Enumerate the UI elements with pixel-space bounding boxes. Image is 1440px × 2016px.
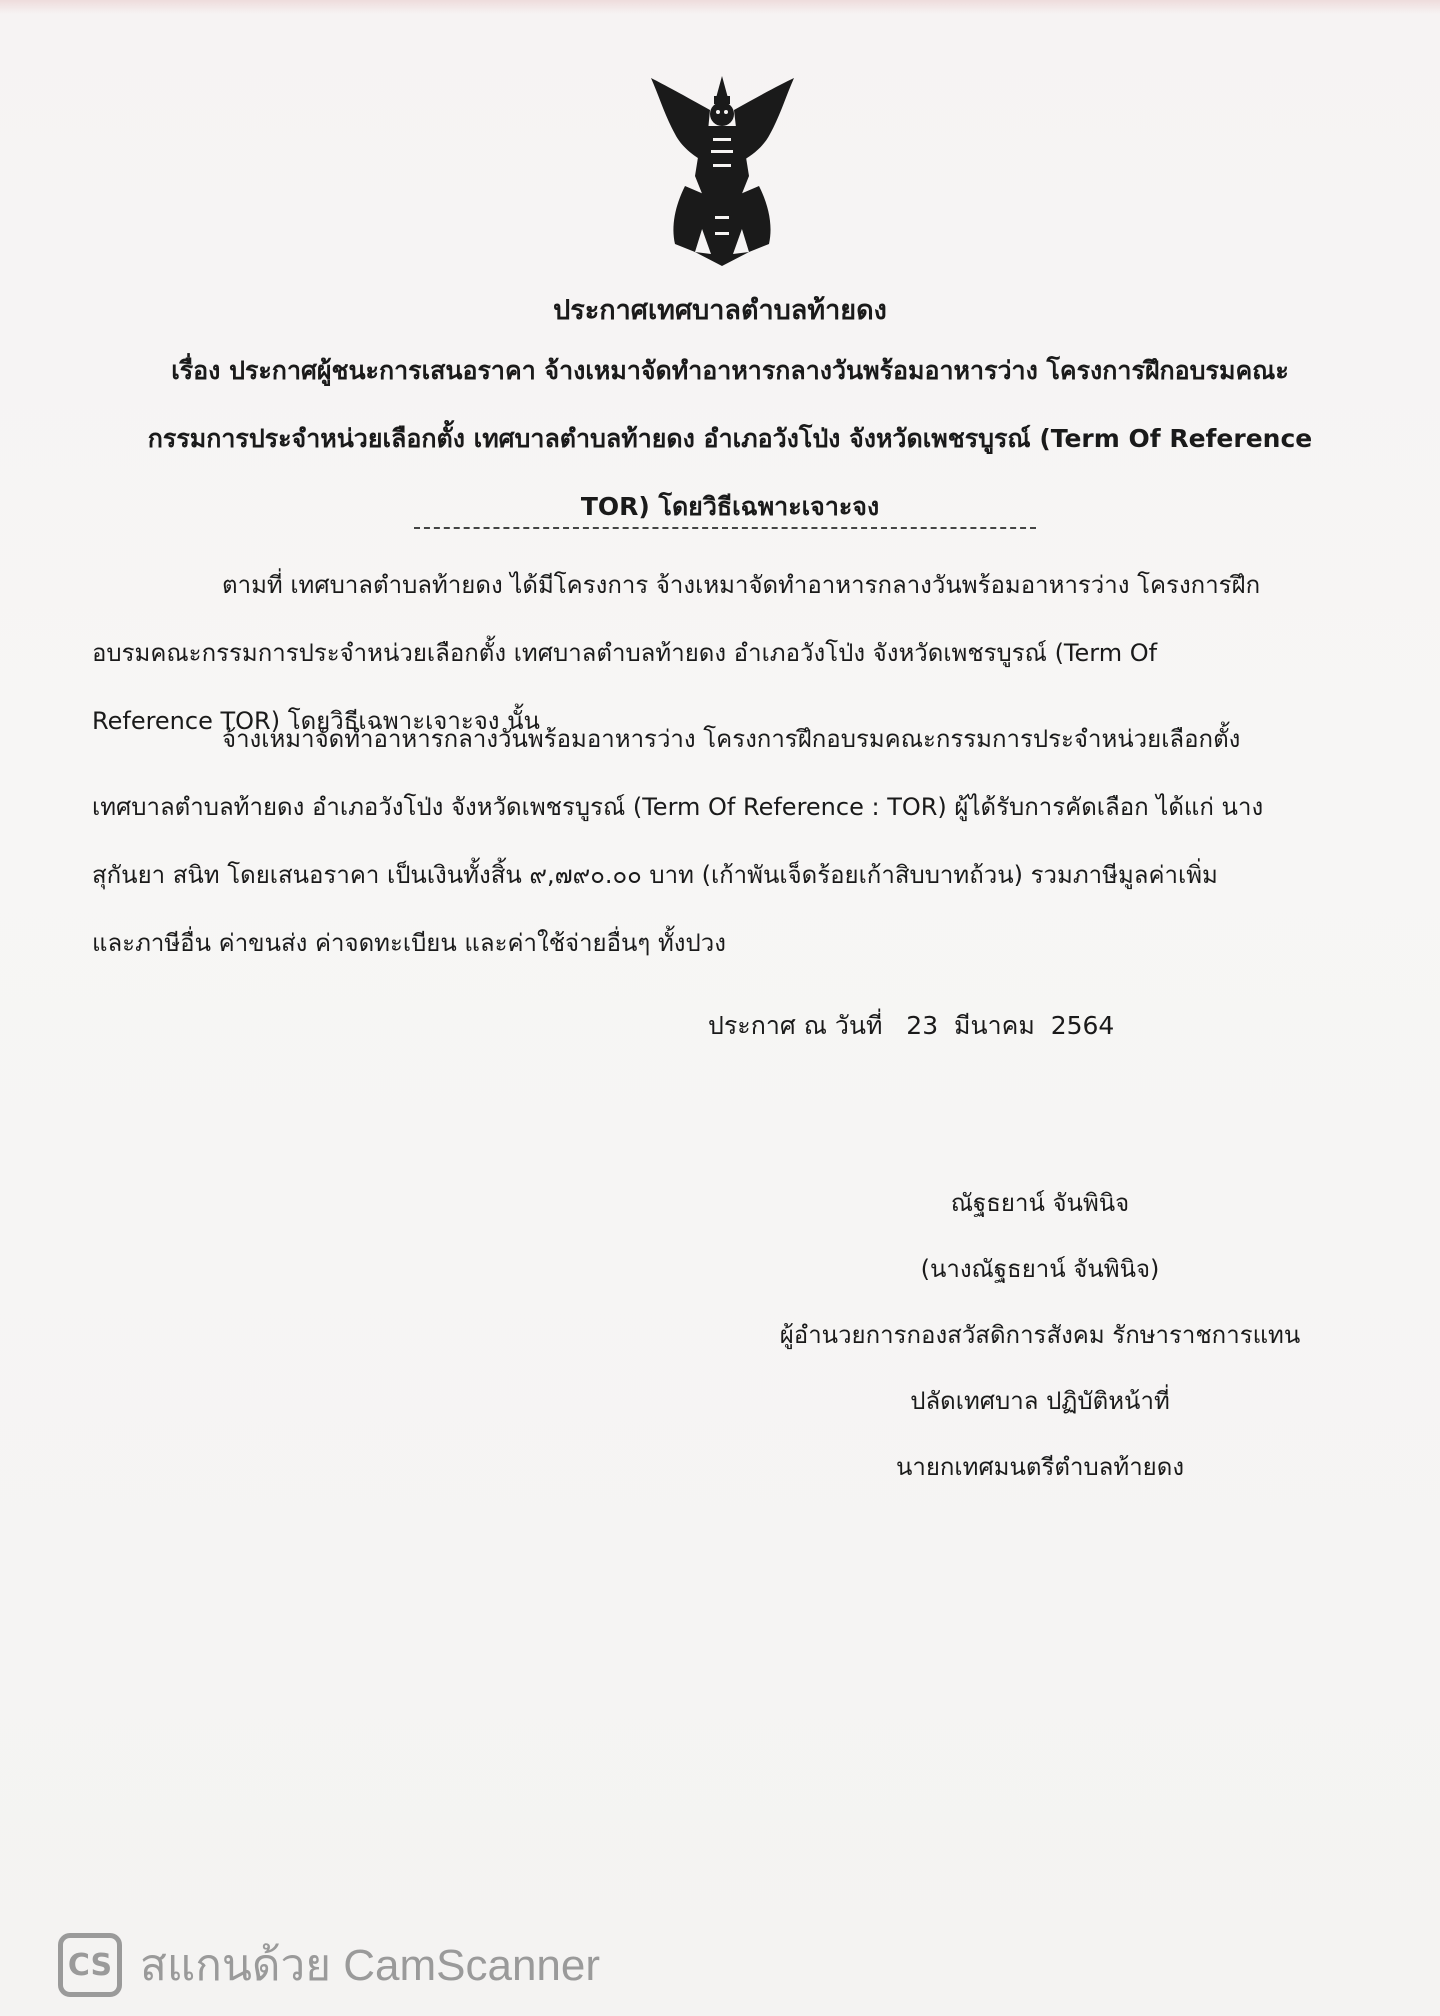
- camscanner-logo-icon: CS: [58, 1933, 122, 1997]
- paragraph-2: [92, 705, 1382, 977]
- signature-block: [690, 1170, 1390, 1500]
- subject-line-3: TOR) โดยวิธีเฉพาะเจาะจง: [580, 492, 880, 521]
- signature-position-2: ปลัดเทศบาล ปฏิบัติหน้าที่: [910, 1387, 1170, 1415]
- garuda-emblem-icon: [645, 76, 800, 266]
- camscanner-watermark: [58, 1930, 600, 2000]
- subject-line-1: เรื่อง ประกาศผู้ชนะการเสนอราคา จ้างเหมาจัดทำอาหารกลางวันพร้อมอาหารว่าง โครงการฝึกอบรมคณะ: [171, 356, 1289, 385]
- paragraph-2-line-1: จ้างเหมาจัดทำอาหารกลางวันพร้อมอาหารว่าง โครงการฝึกอบรมคณะกรรมการประจำหน่วยเลือกตั้ง: [222, 725, 1241, 753]
- subject-block: [110, 337, 1350, 541]
- paragraph-1-line-2: อบรมคณะกรรมการประจำหน่วยเลือกตั้ง เทศบาลตำบลท้ายดง อำเภอวังโป่ง จังหวัดเพชรบูรณ์ (Term Of: [92, 639, 1158, 667]
- paragraph-2-line-2: เทศบาลตำบลท้ายดง อำเภอวังโป่ง จังหวัดเพชรบูรณ์ (Term Of Reference : TOR) ผู้ได้รับการคัดเลือก ได้แก่ นาง: [92, 793, 1264, 821]
- scan-edge: [0, 0, 1440, 14]
- signature-name: ณัฐธยาน์ จันพินิจ: [950, 1189, 1130, 1217]
- watermark-text: สแกนด้วย CamScanner: [140, 1941, 601, 1990]
- announce-date: ประกาศ ณ วันที่ 23 มีนาคม 2564: [708, 1011, 1115, 1040]
- signature-position-1: ผู้อำนวยการกองสวัสดิการสังคม รักษาราชการแทน: [779, 1321, 1301, 1349]
- signature-position-3: นายกเทศมนตรีตำบลท้ายดง: [895, 1453, 1185, 1481]
- signature-full-name: (นางณัฐธยาน์ จันพินิจ): [920, 1255, 1160, 1283]
- paragraph-2-line-3: สุกันยา สนิท โดยเสนอราคา เป็นเงินทั้งสิ้น ๙,๗๙๐.๐๐ บาท (เก้าพันเจ็ดร้อยเก้าสิบบาทถ้วน) รวมภาษีมูลค่าเพิ่ม: [92, 861, 1218, 889]
- subject-line-2: กรรมการประจำหน่วยเลือกตั้ง เทศบาลตำบลท้ายดง อำเภอวังโป่ง จังหวัดเพชรบูรณ์ (Term Of Reference: [147, 424, 1313, 453]
- paragraph-2-line-4: และภาษีอื่น ค่าขนส่ง ค่าจดทะเบียน และค่าใช้จ่ายอื่นๆ ทั้งปวง: [92, 929, 726, 957]
- paragraph-1-line-3: Reference TOR) โดยวิธีเฉพาะเจาะจง นั้น: [92, 707, 540, 735]
- paragraph-1-line-1: ตามที่ เทศบาลตำบลท้ายดง ได้มีโครงการ จ้างเหมาจัดทำอาหารกลางวันพร้อมอาหารว่าง โครงการฝึก: [222, 571, 1261, 599]
- document-title: ประกาศเทศบาลตำบลท้ายดง: [553, 295, 887, 326]
- divider-line: [414, 527, 1036, 529]
